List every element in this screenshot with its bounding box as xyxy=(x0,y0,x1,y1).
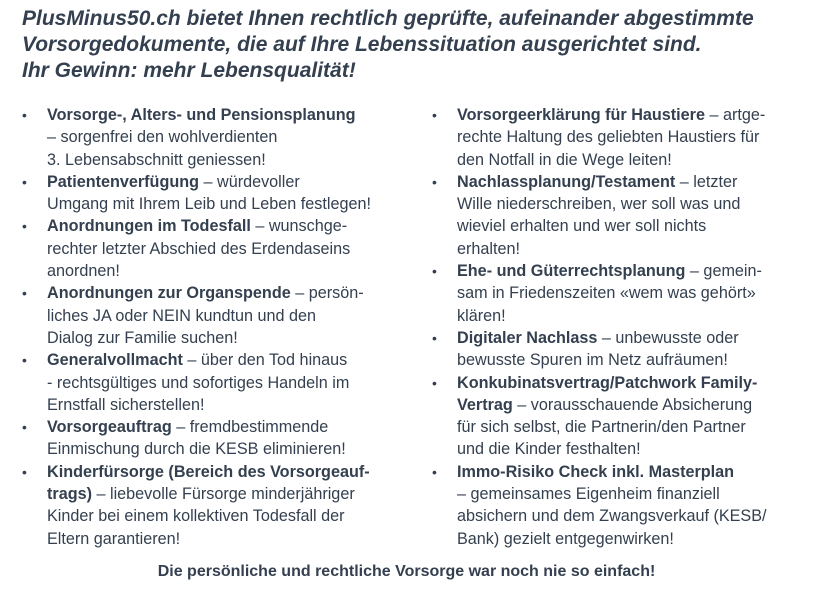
bullet-icon: • xyxy=(432,263,437,280)
service-list-item xyxy=(20,416,420,461)
service-list-item xyxy=(20,215,420,282)
service-description: Bank) gezielt entgegenwirken! xyxy=(457,529,674,548)
service-description: Einmischung durch die KESB eliminieren! xyxy=(47,440,346,459)
intro-line-3: Ihr Gewinn: mehr Lebensqualität! xyxy=(22,59,356,82)
service-line xyxy=(47,215,420,237)
service-line xyxy=(47,461,420,483)
service-list-item xyxy=(430,260,810,327)
service-description: und die Kinder festhalten! xyxy=(457,440,641,459)
service-description: wieviel erhalten und wer soll nichts xyxy=(457,217,707,236)
service-term: Vorsorgeerklärung für Haustiere xyxy=(457,106,705,124)
service-description: rechte Haltung des geliebten Haustiers für xyxy=(457,128,760,147)
service-description: Umgang mit Ihrem Leib und Leben festlegen! xyxy=(47,195,371,214)
service-term: Nachlassplanung/Testament xyxy=(457,172,676,191)
service-list-item xyxy=(430,171,810,260)
service-description: – artge- xyxy=(704,106,766,124)
service-term-continued: Vertrag xyxy=(457,395,513,414)
service-term: Konkubinatsvertrag/Patchwork Family- xyxy=(457,373,758,392)
service-term: Vorsorge-, Alters- und Pensionsplanung xyxy=(47,106,356,124)
service-line xyxy=(457,260,810,282)
service-description: anordnen! xyxy=(47,262,120,281)
service-description: – fremdbestimmende xyxy=(171,418,329,437)
service-description: – gemeinsames Eigenheim finanziell xyxy=(457,485,720,504)
intro-heading xyxy=(22,6,802,84)
service-description: – unbewusste oder xyxy=(597,328,739,347)
service-line xyxy=(457,104,810,126)
service-term: Anordnungen im Todesfall xyxy=(47,217,251,236)
bullet-icon: • xyxy=(22,352,27,369)
bullet-icon: • xyxy=(432,374,437,391)
service-list-item xyxy=(20,461,420,550)
service-description: für sich selbst, die Partnerin/den Partner xyxy=(457,418,746,437)
service-line xyxy=(47,171,420,193)
bullet-icon: • xyxy=(22,107,27,123)
service-line xyxy=(47,282,420,304)
service-list-item xyxy=(430,372,810,461)
service-description: – sorgenfrei den wohlverdienten xyxy=(47,128,278,147)
service-term: Immo-Risiko Check inkl. Masterplan xyxy=(457,462,735,481)
service-list-item xyxy=(20,282,420,349)
service-line xyxy=(47,416,420,438)
service-description: – vorausschauende Absicherung xyxy=(512,395,753,414)
service-columns xyxy=(20,104,810,550)
service-description: Ernstfall sicherstellen! xyxy=(47,395,205,414)
intro-line-2: Vorsorgedokumente, die auf Ihre Lebenssituation ausgerichtet sind. xyxy=(22,33,702,56)
bullet-icon: • xyxy=(22,419,27,436)
service-description: - rechtsgültiges und sofortiges Handeln im xyxy=(47,373,350,392)
service-description: Dialog zur Familie suchen! xyxy=(47,328,238,347)
service-description: Kinder bei einem kollektiven Todesfall der xyxy=(47,507,345,526)
service-description: klären! xyxy=(457,306,506,325)
bullet-icon: • xyxy=(22,463,27,480)
service-term: Kinderfürsorge (Bereich des Vorsorgeauf- xyxy=(47,462,370,481)
service-description: – gemein- xyxy=(685,262,762,281)
service-list-item xyxy=(20,171,420,216)
intro-line-1: PlusMinus50.ch bietet Ihnen rechtlich geprüfte, aufeinander abgestimmte xyxy=(22,7,754,30)
service-description: Wille niederschreiben, wer soll was und xyxy=(457,195,741,214)
service-description: – wunschge- xyxy=(250,217,348,236)
service-list-item xyxy=(20,349,420,416)
service-term-continued: trags) xyxy=(47,485,92,504)
service-description: – letzter xyxy=(675,172,738,191)
bullet-icon: • xyxy=(22,173,27,190)
service-term: Ehe- und Güterrechtsplanung xyxy=(457,262,686,281)
service-term: Digitaler Nachlass xyxy=(457,328,598,347)
service-description: – liebevolle Fürsorge minderjähriger xyxy=(91,485,355,504)
service-description: sam in Friedenszeiten «wem was gehört» xyxy=(457,284,756,303)
service-list-item xyxy=(20,104,420,171)
service-description: – über den Tod hinaus xyxy=(182,351,348,370)
service-term: Vorsorgeauftrag xyxy=(47,418,172,437)
bullet-icon: • xyxy=(22,218,27,235)
right-service-list xyxy=(430,104,810,550)
service-description: absichern und dem Zwangsverkauf (KESB/ xyxy=(457,507,767,526)
service-line xyxy=(457,461,810,483)
bullet-icon: • xyxy=(432,329,437,346)
service-line xyxy=(47,349,420,371)
service-description: Eltern garantieren! xyxy=(47,529,181,548)
service-description: bewusste Spuren im Netz aufräumen! xyxy=(457,351,728,370)
service-term: Anordnungen zur Organspende xyxy=(47,284,291,303)
service-list-item xyxy=(430,327,810,372)
service-term: Generalvollmacht xyxy=(47,351,183,370)
service-description: 3. Lebensabschnitt geniessen! xyxy=(47,150,266,169)
service-list-item xyxy=(430,104,810,171)
service-description: – würdevoller xyxy=(199,172,300,191)
service-term: Patientenverfügung xyxy=(47,172,199,191)
left-service-list xyxy=(20,104,420,550)
service-line xyxy=(457,394,810,416)
service-line xyxy=(457,372,810,394)
service-description: rechter letzter Abschied des Erdendaseins xyxy=(47,239,351,258)
bullet-icon: • xyxy=(22,285,27,302)
bullet-icon: • xyxy=(432,107,437,123)
service-line xyxy=(47,483,420,505)
service-list-item xyxy=(430,461,810,550)
service-line xyxy=(457,171,810,193)
footer-tagline: Die persönliche und rechtliche Vorsorge war noch nie so einfach! xyxy=(157,563,656,580)
service-description: – persön- xyxy=(290,284,364,303)
service-line xyxy=(47,104,420,126)
service-line xyxy=(457,327,810,349)
bullet-icon: • xyxy=(432,463,437,480)
service-description: den Notfall in die Wege leiten! xyxy=(457,150,672,169)
service-description: erhalten! xyxy=(457,239,520,258)
bullet-icon: • xyxy=(432,173,437,190)
service-description: liches JA oder NEIN kundtun und den xyxy=(47,306,317,325)
